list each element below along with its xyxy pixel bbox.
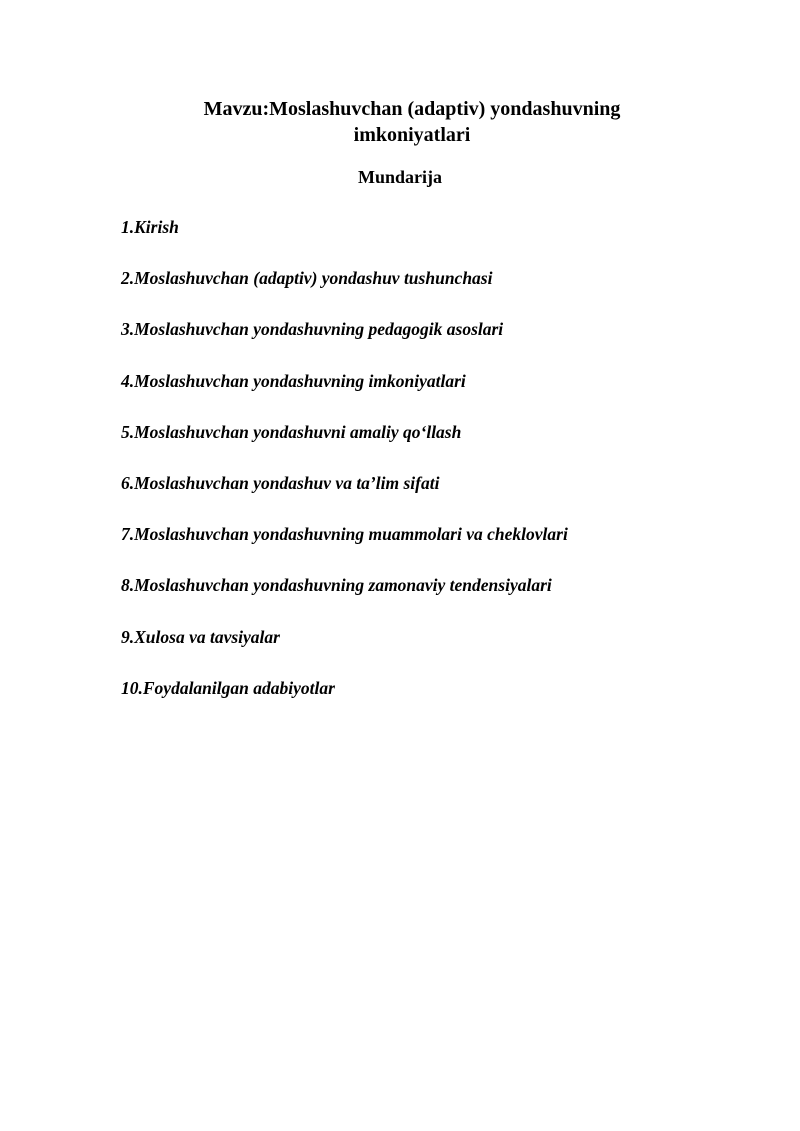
- toc-item-6: 6.Moslashuvchan yondashuv va ta’lim sifati: [121, 472, 440, 493]
- toc-item-8: 8.Moslashuvchan yondashuvning zamonaviy tendensiyalari: [121, 575, 552, 596]
- toc-item-3: 3.Moslashuvchan yondashuvning pedagogik asoslari: [121, 319, 504, 340]
- toc-heading: Mundarija: [357, 167, 442, 187]
- toc-item-9: 9.Xulosa va tavsiyalar: [121, 626, 280, 647]
- toc-item-2: 2.Moslashuvchan (adaptiv) yondashuv tushunchasi: [121, 268, 493, 289]
- toc-item-4: 4.Moslashuvchan yondashuvning imkoniyatlari: [121, 370, 466, 391]
- toc-item-10: 10.Foydalanilgan adabiyotlar: [121, 677, 335, 698]
- document-title: [0, 96, 800, 148]
- document-title-line-1: Mavzu:Moslashuvchan (adaptiv) yondashuvning: [203, 98, 621, 120]
- toc-item-7: 7.Moslashuvchan yondashuvning muammolari va cheklovlari: [121, 524, 568, 545]
- toc-item-1: 1.Kirish: [121, 217, 179, 237]
- document-title-line-2: imkoniyatlari: [353, 124, 471, 146]
- table-of-contents: [121, 216, 568, 728]
- toc-item-5: 5.Moslashuvchan yondashuvni amaliy qo‘llash: [121, 421, 462, 442]
